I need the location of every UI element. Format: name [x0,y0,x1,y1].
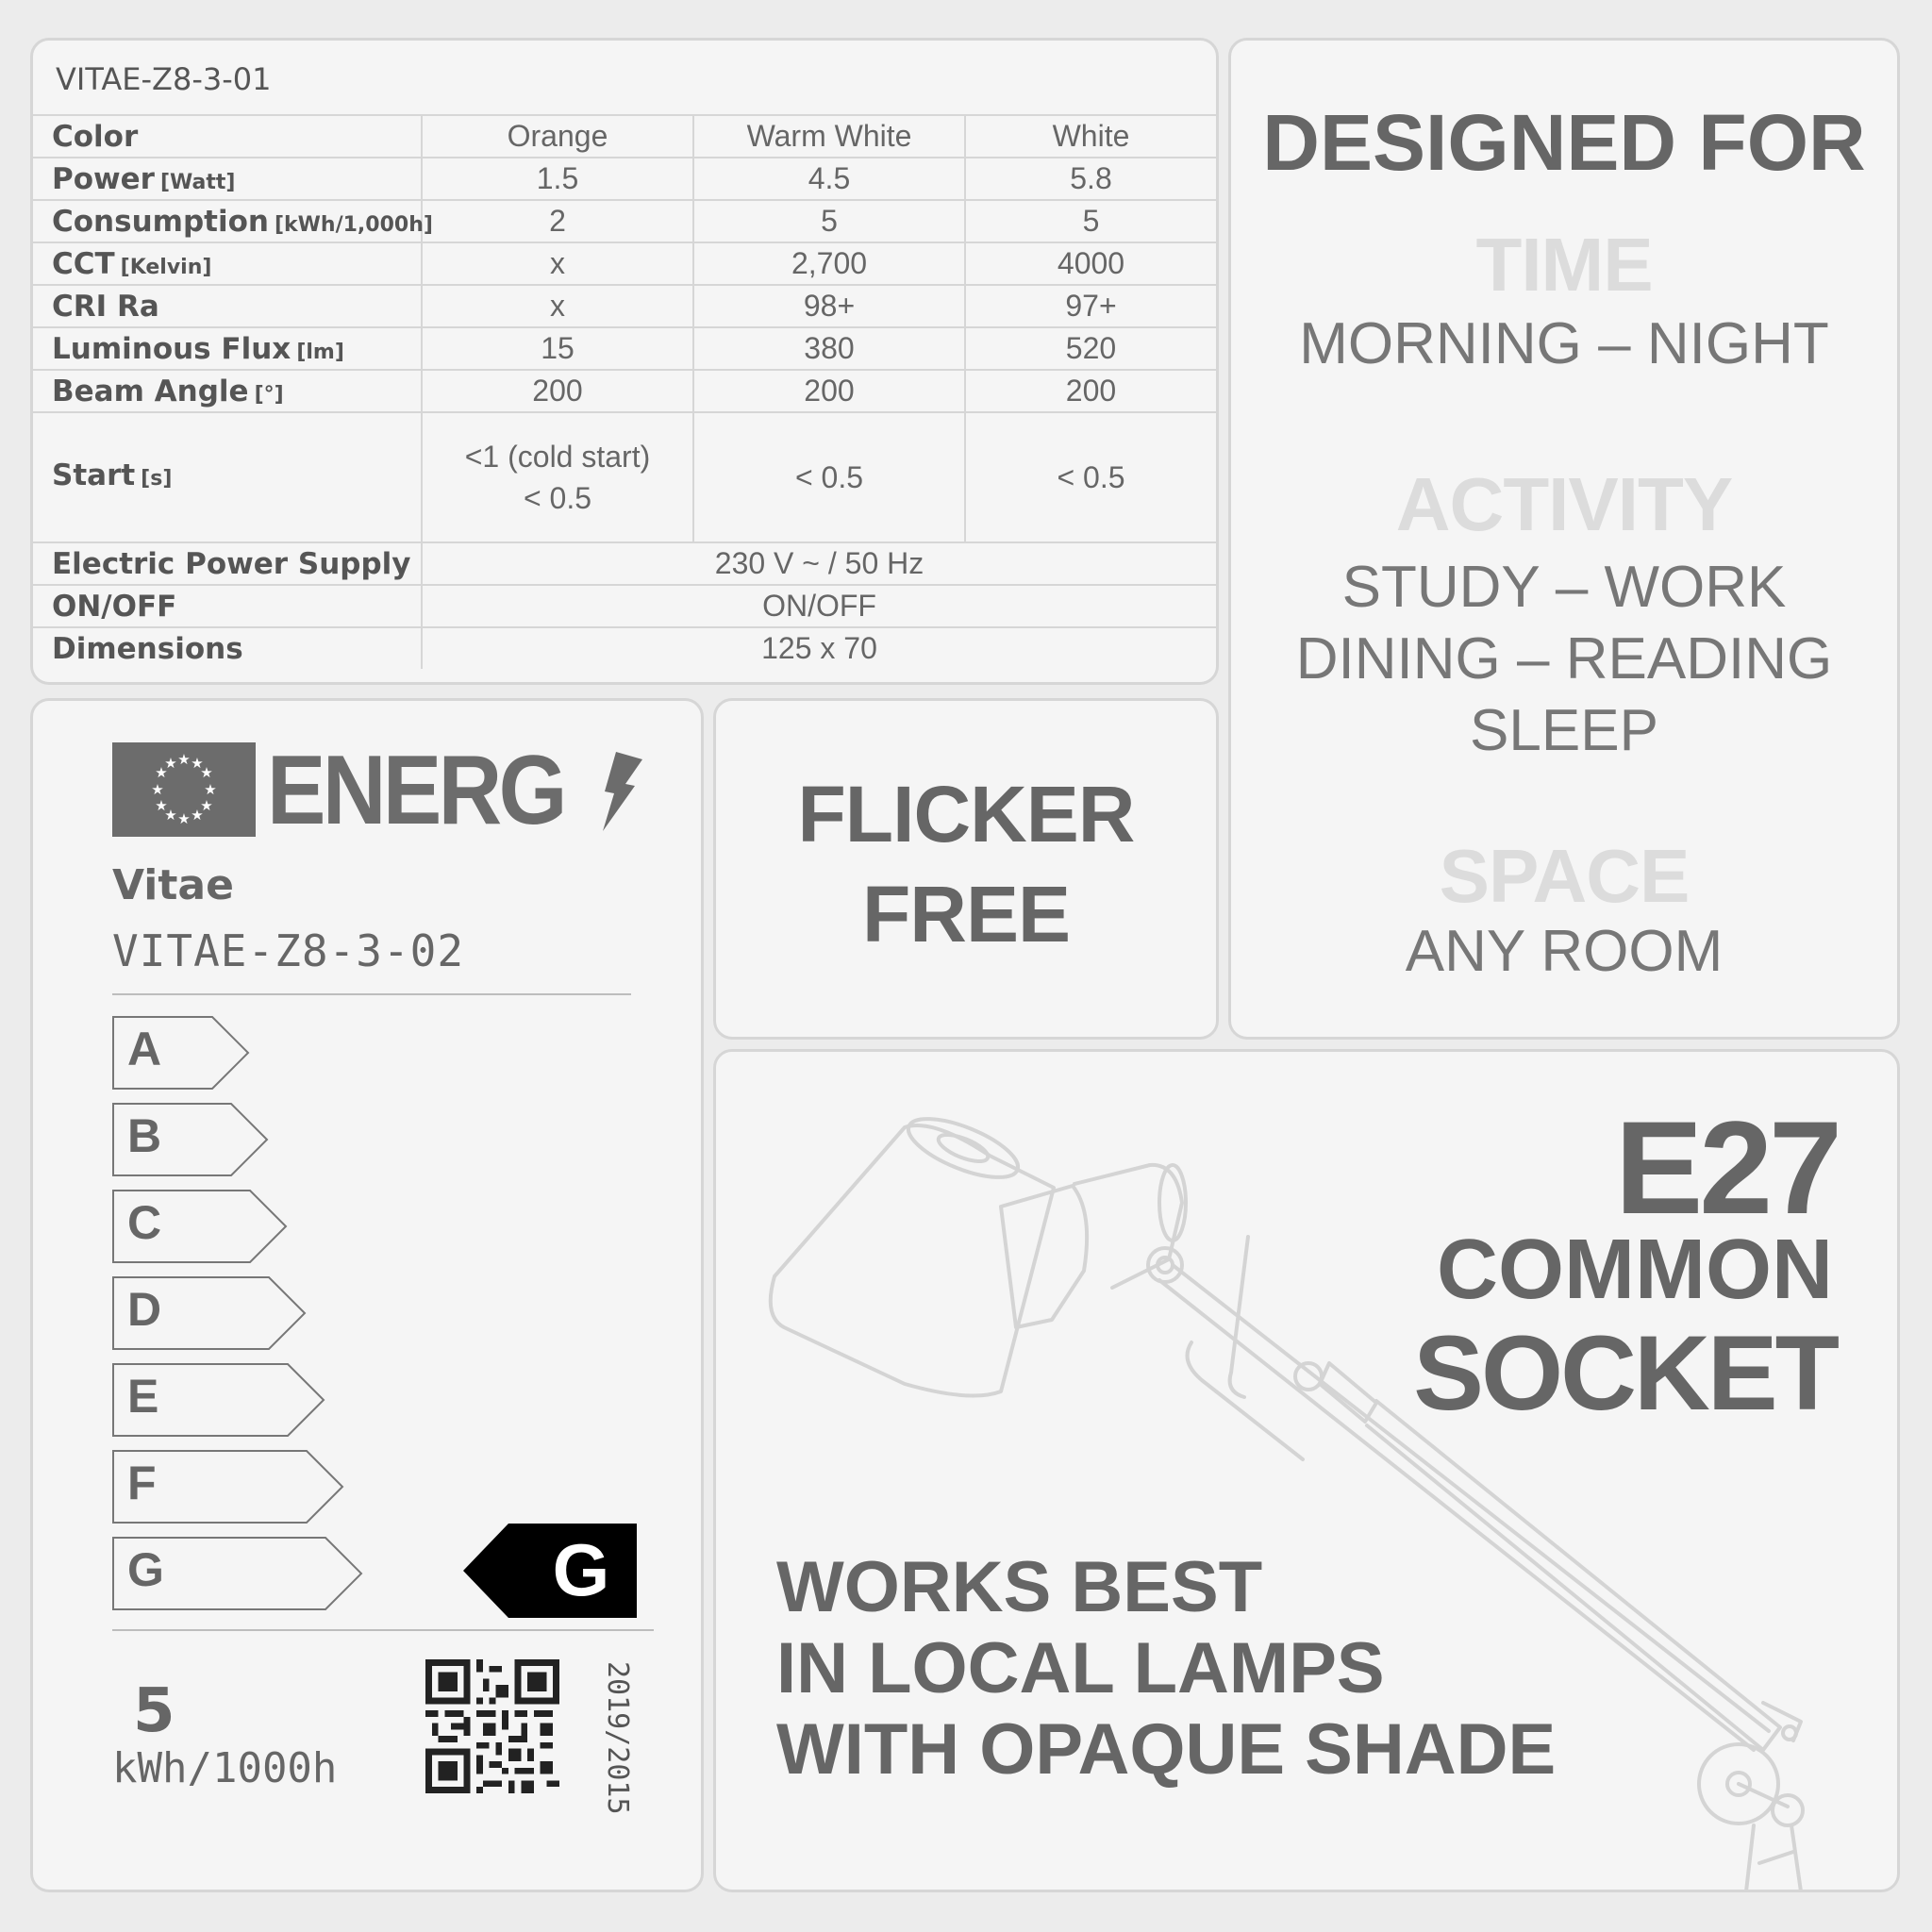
spec-row-cct [33,242,1216,285]
spec-cell: 2,700 [693,242,965,285]
spec-row-label: Consumption [52,204,269,239]
space-value: ANY ROOM [1405,919,1724,984]
flicker-free-panel [713,698,1219,1040]
spec-cell: 380 [693,327,965,370]
spec-row-beam-angle [33,370,1216,412]
works-best-line: IN LOCAL LAMPS [776,1628,1385,1708]
spec-cell: 98+ [693,285,965,327]
model-identifier: VITAE-Z8-3-02 [112,925,465,976]
spec-cell: < 0.5 [965,412,1216,542]
spec-cell: 1.5 [422,158,693,200]
energy-class-letter: F [127,1457,157,1509]
energy-class-arrow-d [112,1276,307,1350]
energy-label-panel [30,698,704,1892]
spec-row-start [33,412,1216,542]
energy-rating-indicator [463,1524,637,1618]
category-activity: ACTIVITY [1395,462,1733,546]
spec-cell: Warm White [693,115,965,158]
energy-class-letter: C [127,1196,162,1249]
flicker-line-2: FREE [861,870,1071,958]
svg-text:★: ★ [191,807,204,824]
spec-cell-line: <1 (cold start) [464,440,651,474]
spec-cell: 200 [965,370,1216,412]
designed-for-panel [1228,38,1900,1040]
flicker-line-1: FLICKER [797,770,1135,858]
spec-cell: 2 [422,200,693,242]
spec-row-label: ON/OFF [52,589,177,624]
energy-rating-letter: G [552,1528,610,1611]
spec-cell: Orange [422,115,693,158]
energy-class-arrow-a [112,1016,250,1090]
spec-row-label: Beam Angle [52,374,249,408]
spec-row-color [33,115,1216,158]
spec-row-unit: [Watt] [159,170,236,194]
svg-text:★: ★ [155,764,168,781]
svg-text:★: ★ [164,807,177,824]
spec-row-label: Power [52,161,155,196]
divider [112,993,631,995]
socket-line-common: COMMON [1437,1223,1833,1317]
energy-class-letter: B [127,1109,162,1162]
spec-row-label: CCT [52,246,115,281]
energy-class-letter: A [127,1023,162,1075]
spec-cell: White [965,115,1216,158]
spec-cell: 5 [693,200,965,242]
energy-class-arrow-e [112,1363,325,1437]
socket-panel [713,1049,1900,1892]
spec-row-unit: [Kelvin] [120,255,212,279]
activity-value: DINING – READING [1295,626,1833,691]
spec-table [33,114,1216,669]
spec-cell: 5.8 [965,158,1216,200]
spec-cell: ON/OFF [422,585,1216,627]
spec-cell [422,412,693,542]
activity-value: STUDY – WORK [1341,555,1787,620]
works-best-line: WITH OPAQUE SHADE [776,1709,1557,1790]
spec-cell: < 0.5 [693,412,965,542]
svg-text:★: ★ [200,764,213,781]
svg-text:★: ★ [164,755,177,772]
spec-cell: 125 x 70 [422,627,1216,669]
eu-flag-icon [112,742,256,837]
category-time: TIME [1475,223,1653,307]
energy-class-arrow-b [112,1103,269,1176]
energy-class-letter: D [127,1283,162,1336]
spec-product-code: VITAE-Z8-3-01 [56,61,272,97]
spec-row-power [33,158,1216,200]
spec-row-consumption [33,200,1216,242]
spec-cell-line: < 0.5 [523,481,592,515]
energy-label-title: ENERG [267,736,564,845]
divider [112,1629,654,1631]
spec-table-panel [30,38,1219,685]
spec-cell: x [422,242,693,285]
svg-text:★: ★ [177,751,191,768]
energy-class-arrow-f [112,1450,344,1524]
activity-value: SLEEP [1470,698,1658,763]
time-value: MORNING – NIGHT [1299,311,1829,376]
svg-text:★: ★ [151,781,164,798]
spec-row-unit: [kWh/1,000h] [274,212,433,237]
spec-row-label: Luminous Flux [52,331,291,366]
spec-cell: 5 [965,200,1216,242]
spec-cell: 520 [965,327,1216,370]
lightning-bolt-icon [597,752,642,831]
spec-cell: 4000 [965,242,1216,285]
spec-cell: 4.5 [693,158,965,200]
energy-class-arrow-g [112,1537,363,1610]
spec-row-unit: [°] [254,382,284,407]
designed-for-heading: DESIGNED FOR [1262,98,1866,187]
spec-cell: 15 [422,327,693,370]
works-best-line: WORKS BEST [776,1547,1263,1627]
svg-text:★: ★ [177,810,191,827]
energy-class-letter: G [127,1543,164,1596]
spec-cell: 230 V ~ / 50 Hz [422,542,1216,585]
spec-cell: x [422,285,693,327]
spec-row-luminous-flux [33,327,1216,370]
socket-type: E27 [1614,1093,1839,1241]
spec-cell: 97+ [965,285,1216,327]
category-space: SPACE [1439,834,1690,918]
consumption-value: 5 [133,1676,175,1746]
socket-line-socket: SOCKET [1413,1314,1837,1432]
supplier-name: Vitae [112,861,234,909]
energy-class-arrow-c [112,1190,288,1263]
spec-row-unit: [lm] [296,340,344,364]
regulation-number: 2019/2015 [601,1661,634,1815]
svg-text:★: ★ [204,781,217,798]
svg-text:★: ★ [200,797,213,814]
svg-text:★: ★ [155,797,168,814]
spec-cell: 200 [693,370,965,412]
spec-cell: 200 [422,370,693,412]
spec-row-on-off [33,585,1216,627]
spec-row-label: Electric Power Supply [52,546,411,581]
spec-row-label: Color [52,119,139,154]
spec-row-power-supply [33,542,1216,585]
svg-text:★: ★ [191,755,204,772]
energy-class-letter: E [127,1370,159,1423]
spec-row-dimensions [33,627,1216,669]
spec-row-unit: [s] [141,467,173,491]
spec-row-cri [33,285,1216,327]
consumption-unit: kWh/1000h [112,1744,338,1792]
qr-code-icon [425,1659,559,1793]
spec-row-label: CRI Ra [52,289,159,324]
spec-row-label: Start [52,458,136,492]
spec-row-label: Dimensions [52,631,243,666]
